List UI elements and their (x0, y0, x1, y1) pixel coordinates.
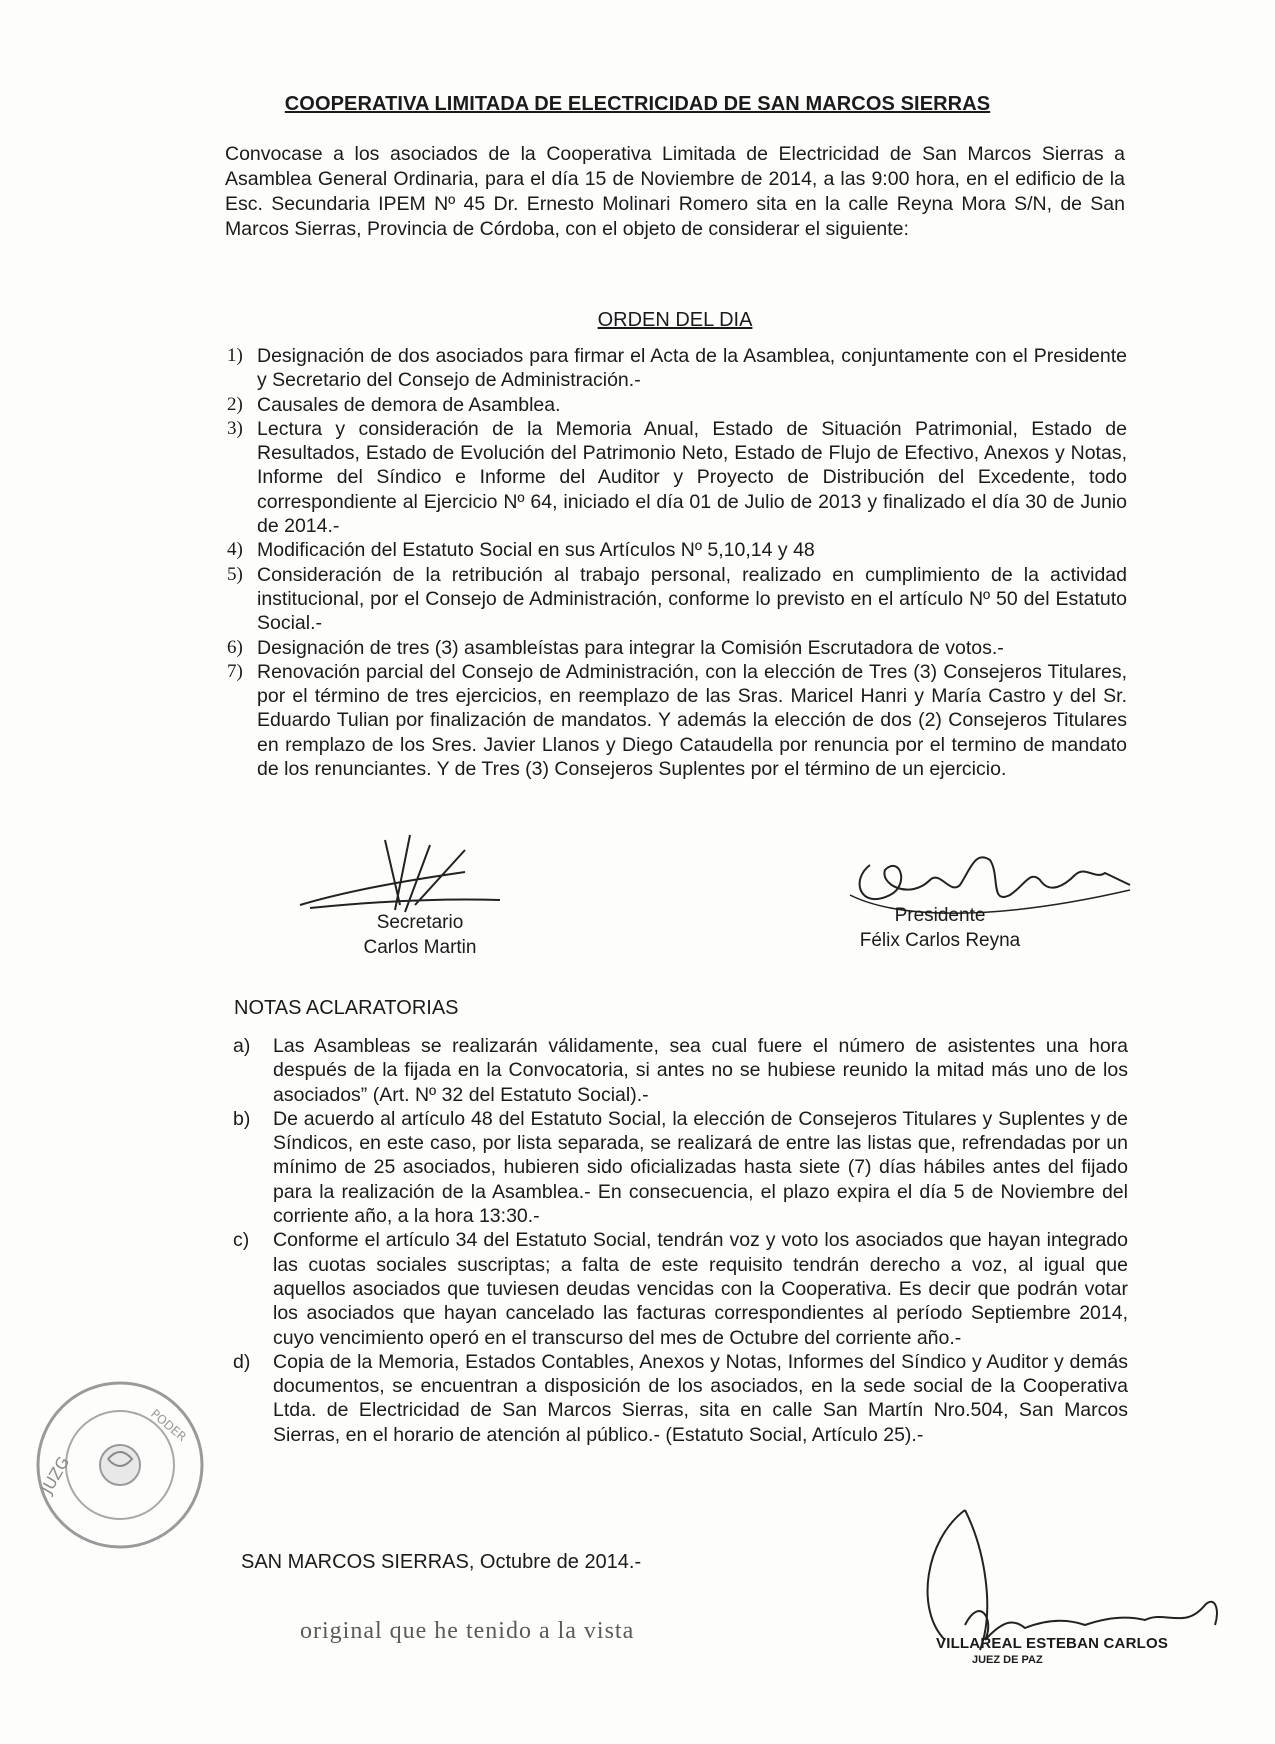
agenda-list (227, 344, 1127, 781)
agenda-item: 6) Designación de tres (3) asambleístas para integrar la Comisión Escrutadora de votos.- (227, 636, 1004, 659)
notes-list (233, 1034, 1128, 1447)
document-title: COOPERATIVA LIMITADA DE ELECTRICIDAD DE SAN MARCOS SIERRAS (284, 93, 991, 115)
secretary-role: Secretario (376, 912, 464, 933)
judge-name: VILLAREAL ESTEBAN CARLOS (936, 1635, 1169, 1652)
secretary-signature (290, 820, 520, 920)
judge-signature (905, 1500, 1245, 1650)
place-and-date: SAN MARCOS SIERRAS, Octubre de 2014.- (241, 1551, 642, 1573)
convocation-paragraph: Convocase a los asociados de la Cooperativa Limitada de Electricidad de San Marcos Sierras a Asamblea General Ordinaria, para el día 15 de Noviembre de 2014, a las 9:00 hora, en el edificio de la Esc. Secundaria IPEM Nº 45 Dr. Ernesto Molinari Romero sita en la calle Reyna Mora S/N, de San Marcos Sierras, Provincia de Córdoba, con el objeto de considerar el siguiente: (225, 143, 1125, 240)
note-item: b) De acuerdo al artículo 48 del Estatuto Social, la elección de Consejeros Titulares y Suplentes y de Síndicos, en este caso, por lista separada, se realizará de entre las listas que, refrendadas por un mínimo de 25 asociados, hubieren sido oficializadas hasta siete (7) días hábiles antes del fijado para la realización de la Asamblea.- En consecuencia, el plazo expira el día 5 de Noviembre del corriente año, a la hora 13:30.- (233, 1107, 1128, 1228)
agenda-item: 7) Renovación parcial del Consejo de Administración, con la elección de Tres (3) Consejeros Titulares, por el término de tres ejercicios, en reemplazo de las Sras. Maricel Hanri y María Castro y del Sr. Eduardo Tulian por finalización de mandatos. Y además la elección de dos (2) Consejeros Titulares en remplazo de los Sres. Javier Llanos y Diego Cataudella por renuncia por el termino de mandato de los renunciantes. Y de Tres (3) Consejeros Suplentes por el término de un ejercicio. (227, 660, 1127, 781)
agenda-heading: ORDEN DEL DIA (597, 309, 753, 331)
agenda-item: 2) Causales de demora de Asamblea. (227, 393, 561, 416)
note-item: a) Las Asambleas se realizarán válidamente, sea cual fuere el número de asistentes una hora después de la fijada en la Convocatoria, si antes no se hubiese reunido la mitad más uno de los asociados” (Art. Nº 32 del Estatuto Social).- (233, 1035, 1128, 1106)
certified-copy-text: original que he tenido a la vista (300, 1618, 635, 1644)
president-name: Félix Carlos Reyna (859, 930, 1021, 951)
agenda-item: 3) Lectura y consideración de la Memoria Anual, Estado de Situación Patrimonial, Estado de Resultados, Estado de Evolución del Patrimonio Neto, Estado de Flujo de Efectivo, Anexos y Notas, Informe del Síndico e Informe del Auditor y Proyecto de Distribución del Excedente, todo correspondiente al Ejercicio Nº 64, iniciado el día 01 de Julio de 2013 y finalizado el día 30 de Junio de 2014.- (227, 417, 1127, 538)
agenda-item: 1) Designación de dos asociados para firmar el Acta de la Asamblea, conjuntamente con el Presidente y Secretario del Consejo de Administración.- (227, 345, 1127, 392)
president-block (835, 903, 1045, 953)
secretary-block (320, 910, 520, 960)
secretary-name: Carlos Martin (363, 937, 477, 958)
president-role: Presidente (894, 905, 986, 926)
court-seal (30, 1375, 210, 1555)
note-item: c) Conforme el artículo 34 del Estatuto Social, tendrán voz y voto los asociados que hayan integrado las cuotas sociales suscriptas; a falta de este requisito tendrán derecho a voz, al igual que aquellos asociados que tuviesen deudas vencidas con la Cooperativa. Es decir que podrán votar los asociados que hayan cancelado las facturas correspondientes al período Septiembre 2014, cuyo vencimiento operó en el transcurso del mes de Octubre del corriente año.- (233, 1229, 1128, 1349)
agenda-item: 4) Modificación del Estatuto Social en sus Artículos Nº 5,10,14 y 48 (227, 539, 815, 562)
agenda-item: 5) Consideración de la retribución al trabajo personal, realizado en cumplimiento de la actividad institucional, por el Consejo de Administración, conforme lo previsto en el artículo Nº 50 del Estatuto Social.- (227, 563, 1127, 635)
judge-title: JUEZ DE PAZ (972, 1654, 1043, 1666)
note-item: d) Copia de la Memoria, Estados Contables, Anexos y Notas, Informes del Síndico y Auditor y demás documentos, se encuentran a disposición de los asociados, en la sede social de la Cooperativa Ltda. de Electricidad de San Marcos Sierras, sita en calle San Martín Nro.504, San Marcos Sierras, en el horario de atención al público.- (Estatuto Social, Artículo 25).- (233, 1350, 1128, 1446)
svg-text:JUZG: JUZG (37, 1453, 74, 1497)
notes-heading: NOTAS ACLARATORIAS (234, 997, 459, 1019)
svg-text:PODER: PODER (148, 1406, 190, 1445)
